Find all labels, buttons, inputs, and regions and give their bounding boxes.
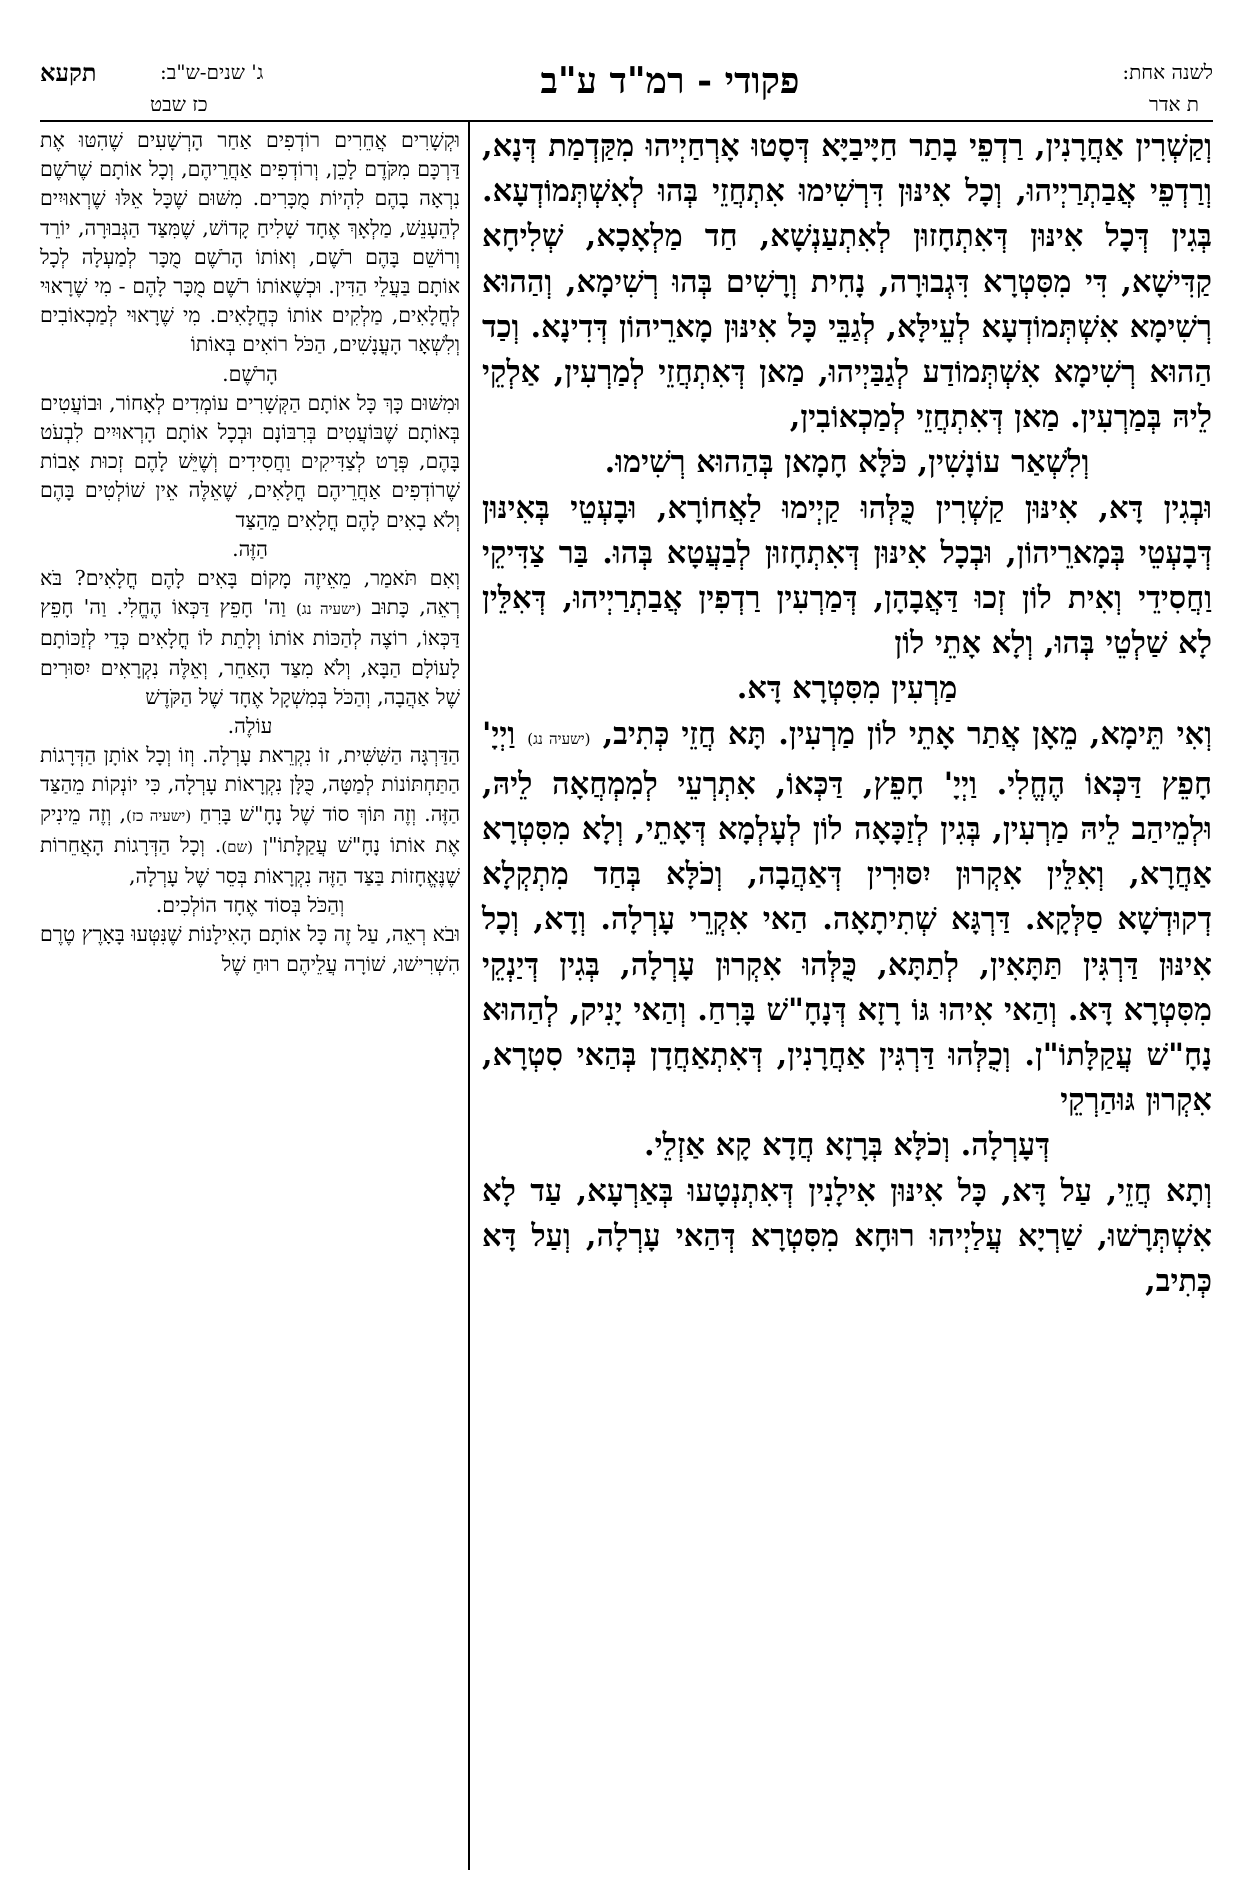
hebrew-translation-column [40,126,460,979]
page-title: פקודי - רמ"ד ע"ב [540,60,800,102]
header-reading-schedule: ג' שנים-ש"ב: [160,60,264,84]
aramaic-text: דְּעָרְלָה. וְכֹלָּא בְּרָזָא חֲדָא קָא אַזְלֵי. [644,1127,1050,1164]
header-annual-schedule: לשנה אחת: [1122,60,1213,84]
aramaic-text: וְקַשְׁרִין אַחֲרָנִין, רַדְפֵי בָתַר חַיָּיבַיָּא דְּסָטוּ אָרְחַיְיהוּ מִקַּדְמַת דְּנָא, וְרַדְפֵי אֲבַתְרַיְיהוּ, וְכָל אִינּוּן דִּרְשִׁימוּ אִתְחֲזֵי בְּהוּ לְאִשְׁתְּמוֹדְעָא. בְּגִין דְּכָל אִינּוּן דְּאִתְחָזוּן לְאִתְעַנְשָׁא, חַד מַלְאָכָא, שְׁלִיחָא קַדִּישָׁא, דִּי מִסִּטְרָא דִּגְבוּרָה, נָחִית וְרָשִׁים בְּהוּ רְשִׁימָא, וְהַהוּא רְשִׁימָא אִשְׁתְּמוֹדְעָא לְעֵילָּא, לְגַבֵּי כָּל אִינּוּן מָארֵיהוֹן דְּדִינָא. וְכַד הַהוּא רְשִׁימָא אִשְׁתְּמוֹדַע לְגַבַּיְיהוּ, מַאן דְּאִתְחֲזֵי לְמַרְעִין, אַלְקֵי לֵיהּ בְּמַרְעִין. מַאן דְּאִתְחֲזֵי לְמַכְאוֹבִין, [482,128,1212,436]
translation-text: . וְכָל הַדְּרָגוֹת הָאֲחֵרוֹת שֶׁנֶּאֱחָזוֹת בַּצַּד הַזֶּה נִקְרָאוֹת בְּסֵר שֶׁל עָרְלָה, [40,832,460,889]
translation-text: הָרֹשֶׁם. [222,361,278,386]
aramaic-paragraph [482,486,1212,667]
aramaic-text: וְאִי תֵּימָא, מֵאָן אֲתַר אָתֵי לוֹן מַרְעִין. תָּא חֲזֵי כְּתִיב, [602,715,1213,752]
translation-paragraph [40,920,460,978]
aramaic-paragraph-end [482,666,1212,711]
aramaic-paragraph [482,124,1212,440]
verse-reference: (ישעיה כז) [126,806,192,825]
aramaic-text: וְתָא חֲזֵי, עַל דָּא, כָּל אִינּוּן אִילָנִין דְּאִתְנְטָעוּ בְּאַרְעָא, עַד לָא אִשְׁתְּרָשׁוּ, שַׁרְיָא עֲלַיְיהוּ רוּחָא מִסִּטְרָא דְּהַאי עָרְלָה, וְעַל דָּא כְּתִיב, [482,1172,1212,1300]
translation-paragraph [40,564,460,712]
verse-reference: (שם) [221,837,254,856]
aramaic-paragraph [482,712,1212,1124]
verse-reference: (ישעיה נג) [295,600,362,619]
header-annual-date: ת אדר [1149,92,1199,116]
aramaic-paragraph-end [482,1123,1212,1168]
page-number: תקעא [40,58,97,87]
translation-text: הַדַּרְגָּה הַשִּׁשִּׁית, זוֹ נִקְרֵאת עָרְלָה. וְזוֹ וְכָל אוֹתָן הַדְּרָגוֹת הַתַּחְתּוֹנוֹת לְמַטָּה, כֻּלָּן נִקְרָאוֹת עָרְלָה, כִּי יוֹנְקוֹת מֵהַצַּד הַזֶּה. וְזֶה תּוֹךְ סוֹד שֶׁל נָחָ"שׁ בָּרִחַ [40,743,460,826]
translation-paragraph-end [40,360,460,389]
translation-paragraph [40,126,460,360]
translation-text: וַה' חָפֵץ דַּכְּאוֹ הֶחֱלִי. וַה' חָפֵץ דַּכְּאוֹ, רוֹצֶה לְהַכּוֹת אוֹתוֹ וְלָתֵת לוֹ חֳלָאִים כְּדֵי לְזַכּוֹתָם לָעוֹלָם הַבָּא, וְלֹא מִצַּד הָאַחֵר, וְאֵלֶּה נִקְרָאִים יִסּוּרִים שֶׁל אַהֲבָה, וְהַכֹּל בְּמִשְׁקָל אֶחָד שֶׁל הַקֹּדֶשׁ [40,595,460,709]
translation-text: וּקְשָׁרִים אֲחֵרִים רוֹדְפִים אַחַר הָרְשָׁעִים שֶׁהִטּוּ אֶת דַּרְכָּם מִקֹּדֶם לָכֵן, וְרוֹדְפִים אַחֲרֵיהֶם, וְכָל אוֹתָם שֶׁרֹשֶׁם נִרְאָה בָהֶם לִהְיוֹת מֻכָּרִים. מִשּׁוּם שֶׁכָּל אֵלּוּ שֶׁרְאוּיִים לְהֵעָנֵשׁ, מַלְאָךְ אֶחָד שָׁלִיחַ קָדוֹשׁ, שֶׁמִּצַּד הַגְּבוּרָה, יוֹרֵד וְרוֹשֵׁם בָּהֶם רֹשֶׁם, וְאוֹתוֹ הָרֹשֶׁם מֻכָּר לְמַעְלָה לְכָל אוֹתָם בַּעֲלֵי הַדִּין. וּכְשֶׁאוֹתוֹ רֹשֶׁם מֻכָּר לָהֶם - מִי שֶׁרָאוּי לְחֳלָאִים, מַלְקִים אוֹתוֹ כְּחֳלָאִים. מִי שֶׁרָאוּי לְמַכְאוֹבִים וְלִשְׁאָר הָעֳנָשִׁים, הַכֹּל רוֹאִים בְּאוֹתוֹ [40,128,460,357]
aramaic-paragraph-end [482,440,1212,485]
translation-text: הַזֶּה. [232,536,268,561]
translation-paragraph [40,389,460,535]
header-date: כז שבט [150,92,208,116]
translation-paragraph-end [40,712,460,741]
page-header [40,58,1213,122]
aramaic-paragraph [482,1169,1212,1305]
aramaic-text: וְלִשְׁאַר עוֹנָשִׁין, כֹּלָּא חָמָאן בְּהַהוּא רְשִׁימוּ. [604,444,1090,481]
verse-reference: (ישעיה נג) [527,729,591,748]
translation-text: עוֹלֶה. [227,714,273,739]
translation-text: , וְזֶה מֵינִיק אֶת אוֹתוֹ נָחָ"שׁ עֲקַלָּתוֹ"ן [40,801,460,857]
aramaic-text: מַרְעִין מִסִּטְרָא דָּא. [736,670,958,707]
translation-text: וּמִשּׁוּם כָּךְ כָּל אוֹתָם הַקְּשָׁרִים עוֹמְדִים לְאָחוֹר, וּבוֹעֲטִים בְּאוֹתָם שֶׁבּוֹעֲטִים בְּרִבּוֹנָם וּבְכָל אוֹתָם הָרְאוּיִים לִבְעֹט בָּהֶם, פְּרָט לְצַדִּיקִים וַחֲסִידִים וְשֶׁיֵּשׁ לָהֶם זְכוּת אָבוֹת שֶׁרוֹדְפִים אַחֲרֵיהֶם חֳלָאִים, שֶׁאֵלֶּה אֵין שׁוֹלְטִים בָּהֶם וְלֹא בָאִים לָהֶם חֳלָאִים מֵהַצַּד [40,390,460,532]
column-divider [468,120,470,1870]
translation-text: וּבֹא רְאֵה, עַל זֶה כָּל אוֹתָם הָאִילָנוֹת שֶׁנִּטְּעוּ בָּאָרֶץ טֶרֶם הִשְׁרִישׁוּ, שׁוֹרָה עֲלֵיהֶם רוּחַ שֶׁל [40,922,460,976]
translation-paragraph [40,741,460,891]
aramaic-text: וַיְיָ' חָפֵץ דַּכְּאוֹ הֶחֱלִי. וַיְיָ' חָפֵץ, דַּכְּאוֹ, אִתְרְעֵי לְמִמְחֲאָה לֵיהּ, וּלְמֵיהַב לֵיהּ מַרְעִין, בְּגִין לְזַכָּאָה לוֹן לְעָלְמָא דְּאָתֵי, וְלָא מִסִּטְרָא אַחֲרָא, וְאִלֵּין אִקְרוּן יִסּוּרִין דְּאַהֲבָה, וְכֹלָּא בְּחַד מִתְקְלָא דְקוּדְשָׁא סַלְּקָא. דַּרְגָּא שְׁתִיתָאָה. הַאי אִקְרֵי עָרְלָה. וְדָא, וְכָל אִינּוּן דַּרְגִּין תַּתָּאִין, לְתַתָּא, כֻּלְּהוּ אִקְרוּן עָרְלָה, בְּגִין דְּיַנְקֵי מִסִּטְרָא דָּא. וְהַאי אִיהוּ גּוֹ רָזָא דְּנָחָ"שׁ בָּרִחַ. וְהַאי יָנִיק, לְהַהוּא נָחָ"שׁ עֲקַלָּתוֹ"ן. וְכֻלְּהוּ דַּרְגִּין אַחֲרָנִין, דְּאִתְאַחֲדָן בְּהַאי סִטְרָא, אִקְרוּן גּוּהַרְקֵי [482,715,1212,1119]
aramaic-text-column [482,124,1212,1304]
translation-text: וְהַכֹּל בְּסוֹד אֶחָד הוֹלְכִים. [155,893,345,918]
translation-text: וְאִם תֹּאמַר, מֵאֵיזֶה מָקוֹם בָּאִים לָהֶם חֳלָאִים? בֹּא רְאֵה, כָּתוּב [40,566,460,620]
aramaic-text: וּבְגִין דָּא, אִינּוּן קַשְׁרִין כֻּלְּהוּ קַיְימוּ לַאֲחוֹרָא, וּבָעְטֵי בְּאִינּוּן דְּבָעְטֵי בְּמָארֵיהוֹן, וּבְכָל אִינּוּן דְּאִתְחָזוּן לְבַעֲטָא בְּהוּ. בַּר צַדִּיקֵי וַחֲסִידֵי וְאִית לוֹן זְכוּ דַּאֲבָהָן, דְּמַרְעִין רַדְפִין אֲבַתְרַיְיהוּ, דְּאִלֵּין לָא שַׁלְטֵי בְּהוּ, וְלָא אָתֵי לוֹן [482,489,1212,662]
translation-paragraph-end [40,535,460,564]
translation-paragraph-end [40,891,460,920]
